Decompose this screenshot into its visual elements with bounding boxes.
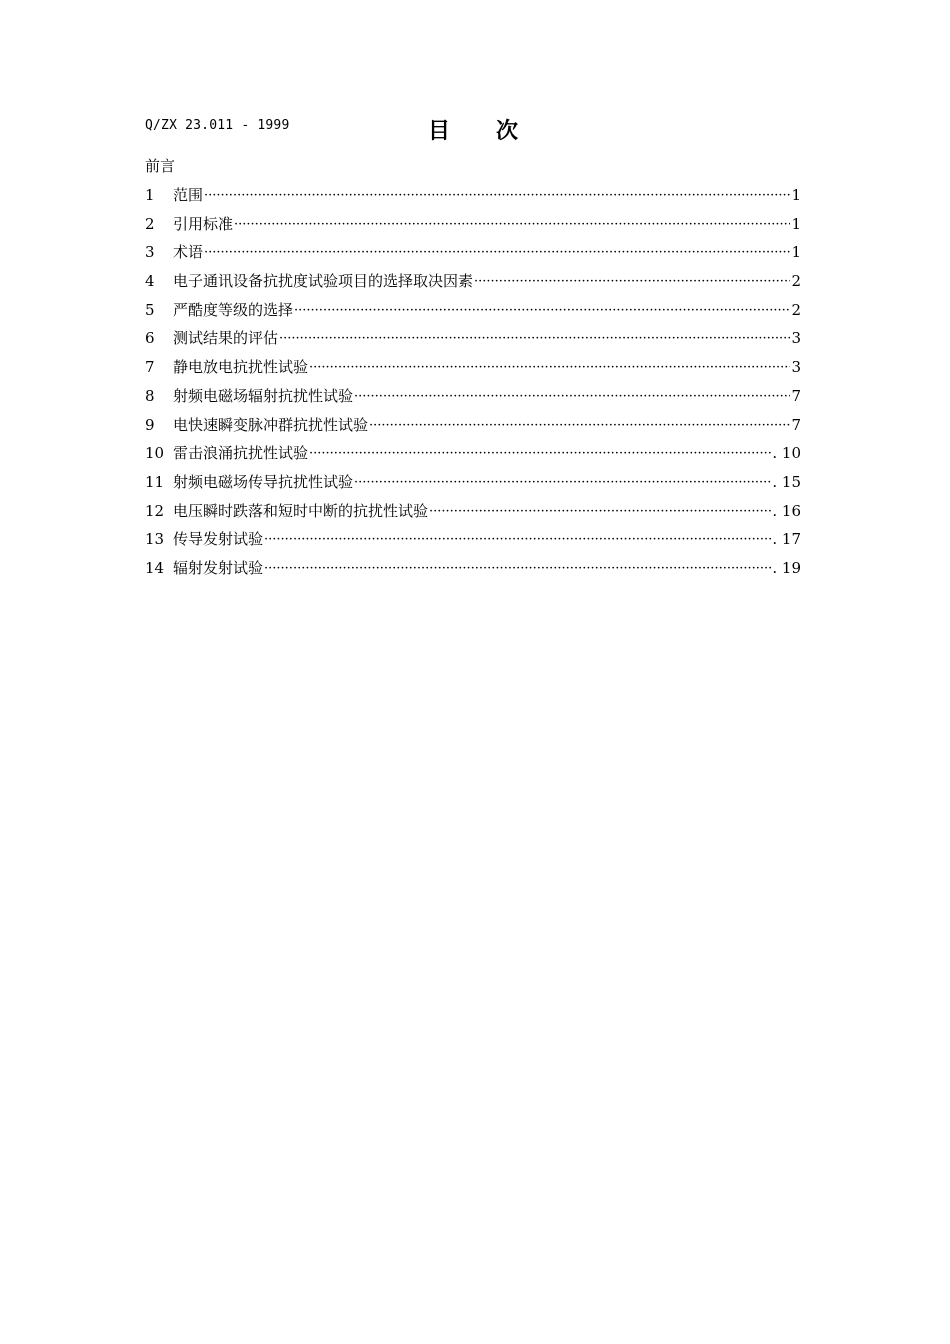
toc-page-number: . 16 [772,501,801,520]
toc-page-number: . 15 [772,472,801,491]
title-char-2: 次 [496,119,519,144]
toc-leader-dots [264,530,771,550]
toc-number: 3 [145,243,155,262]
toc-row [145,529,801,558]
toc-leader-dots [279,329,790,349]
toc-row [145,472,801,501]
toc-number: 14 [145,558,165,577]
toc-page-number: 2 [791,300,801,319]
toc-title: 范围 [173,186,204,204]
toc-row [145,214,801,243]
toc-leader-dots [354,473,771,493]
toc-number: 7 [145,358,155,377]
toc-row [145,386,801,415]
toc-leader-dots [429,502,771,522]
toc-title: 术语 [173,243,204,262]
toc-number: 9 [145,415,155,434]
toc-leader-dots [204,243,790,263]
toc-leader-dots [309,358,790,378]
toc-page-number: . 17 [772,530,801,549]
toc-leader-dots [474,272,790,292]
toc-row [145,415,801,444]
toc-number: 11 [145,472,165,491]
toc-page-number: 1 [791,243,801,262]
toc-leader-dots [234,215,790,235]
toc-title: 电压瞬时跌落和短时中断的抗扰性试验 [173,501,429,520]
toc-leader-dots [294,301,790,321]
toc-row [145,242,801,271]
toc-leader-dots [204,186,790,206]
toc-page-number: . 19 [772,558,801,577]
toc-number: 5 [145,300,155,319]
toc-number: 6 [145,329,155,348]
toc-page-number: 7 [791,386,801,405]
toc-row [145,271,801,300]
toc-row [145,443,801,472]
page-title [428,114,518,145]
toc-leader-dots [354,387,790,407]
toc-page-number: 3 [791,329,801,348]
toc-row [145,185,801,214]
toc-row [145,328,801,357]
toc-title: 射频电磁场辐射抗扰性试验 [173,386,354,405]
toc-leader-dots [369,416,790,436]
toc-page-number: 2 [791,272,801,291]
foreword-entry: 前言 [145,157,176,175]
toc-row [145,501,801,530]
toc-number: 2 [145,214,155,233]
document-code: Q/ZX 23.011 - 1999 [145,118,290,133]
toc-number: 4 [145,272,155,291]
toc-row [145,558,801,587]
toc-title: 射频电磁场传导抗扰性试验 [173,472,354,491]
table-of-contents [145,185,801,587]
toc-title: 电子通讯设备抗扰度试验项目的选择取决因素 [173,272,474,291]
toc-title: 引用标准 [173,214,234,233]
toc-title: 雷击浪涌抗扰性试验 [173,444,309,463]
toc-number: 10 [145,444,165,463]
toc-page-number: 1 [791,186,801,204]
toc-row [145,357,801,386]
toc-title: 电快速瞬变脉冲群抗扰性试验 [173,415,369,434]
toc-number: 13 [145,530,165,549]
toc-leader-dots [264,559,771,579]
toc-number: 12 [145,501,165,520]
title-char-1: 目 [428,119,497,144]
toc-title: 传导发射试验 [173,530,264,549]
toc-page-number: 1 [791,214,801,233]
toc-title: 严酷度等级的选择 [173,300,294,319]
toc-page-number: . 10 [772,444,801,463]
toc-page-number: 3 [791,358,801,377]
toc-title: 测试结果的评估 [173,329,279,348]
toc-row [145,300,801,329]
toc-leader-dots [309,444,771,464]
toc-page-number: 7 [791,415,801,434]
toc-title: 辐射发射试验 [173,558,264,577]
toc-title: 静电放电抗扰性试验 [173,358,309,377]
toc-number: 1 [145,186,155,204]
toc-number: 8 [145,386,155,405]
